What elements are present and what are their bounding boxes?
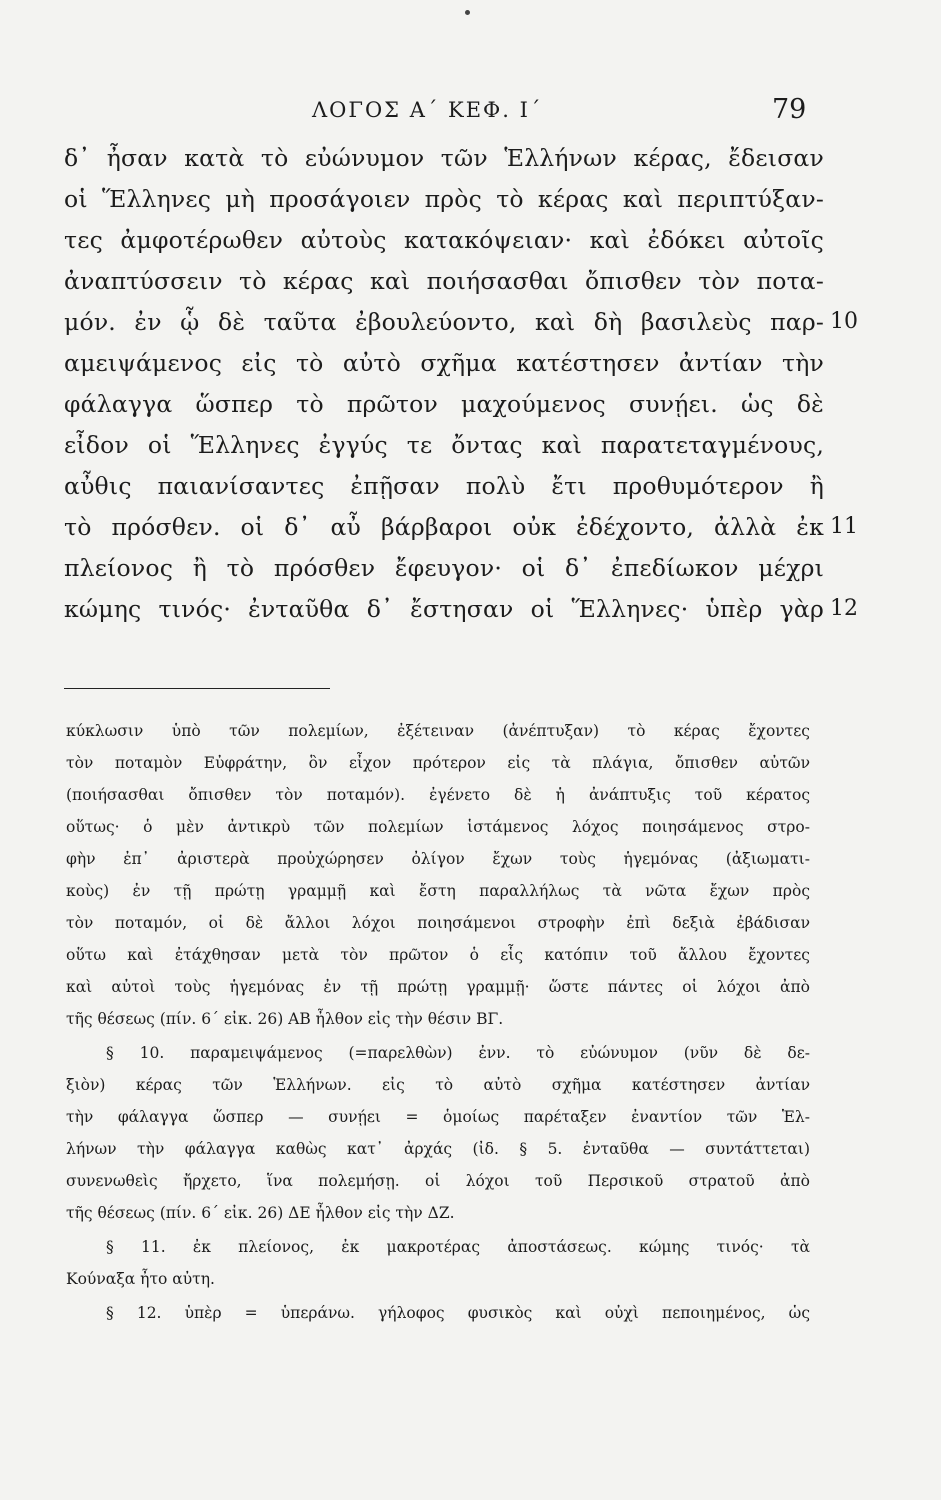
line-number: 10: [830, 309, 858, 334]
main-text-line: εἶδον οἱ Ἕλληνες ἐγγύς τε ὄντας καὶ παρατεταγμένους,: [64, 431, 824, 459]
note-line: καὶ αὐτοὶ τοὺς ἡγεμόνας ἐν τῇ πρώτῃ γραμμῇ· ὥστε πάντες οἱ λόχοι ἀπὸ: [66, 978, 810, 996]
note-line: τῆς θέσεως (πίν. 6΄ εἰκ. 26) ΑΒ ἦλθον εἰς τὴν θέσιν ΒΓ.: [66, 1010, 504, 1028]
note-line: τὴν φάλαγγα ὥσπερ — συνῄει = ὁμοίως παρέταξεν ἐναντίον τῶν Ἑλ-: [66, 1108, 810, 1126]
note-line: § 10. παραμειψάμενος (=παρελθὼν) ἐνν. τὸ εὐώνυμον (νῦν δὲ δε-: [106, 1044, 810, 1062]
line-number: 12: [830, 596, 858, 621]
main-text-line: πλείονος ἢ τὸ πρόσθεν ἔφευγον· οἱ δ᾽ ἐπεδίωκον μέχρι: [64, 554, 824, 582]
note-line: ξιὸν) κέρας τῶν Ἑλλήνων. εἰς τὸ αὐτὸ σχῆμα κατέστησεν ἀντίαν: [66, 1076, 810, 1094]
footnote-rule: [64, 688, 330, 689]
page-number: 79: [772, 94, 807, 125]
line-number: 11: [830, 514, 858, 539]
main-text-line: τὸ πρόσθεν. οἱ δ᾽ αὖ βάρβαροι οὐκ ἐδέχοντο, ἀλλὰ ἐκ: [64, 513, 824, 541]
note-line: συνενωθεὶς ἤρχετο, ἵνα πολεμήσῃ. οἱ λόχοι τοῦ Περσικοῦ στρατοῦ ἀπὸ: [66, 1172, 810, 1190]
note-line: § 11. ἐκ πλείονος, ἐκ μακροτέρας ἀποστάσεως. κώμης τινός· τὰ: [106, 1238, 810, 1256]
main-text-line: μόν. ἐν ᾧ δὲ ταῦτα ἐβουλεύοντο, καὶ δὴ βασιλεὺς παρ-: [64, 308, 824, 336]
note-line: § 12. ὑπὲρ = ὑπεράνω. γήλοφος φυσικὸς καὶ οὐχὶ πεποιημένος, ὡς: [106, 1304, 810, 1322]
note-line: τὸν ποταμόν, οἱ δὲ ἄλλοι λόχοι ποιησάμενοι στροφὴν ἐπὶ δεξιὰ ἐβάδισαν: [66, 914, 810, 932]
running-head: ΛΟΓΟΣ Α΄ ΚΕΦ. Ι΄: [312, 98, 543, 122]
note-line: οὕτω καὶ ἐτάχθησαν μετὰ τὸν πρῶτον ὁ εἷς κατόπιν τοῦ ἄλλου ἔχοντες: [66, 946, 810, 964]
main-text-line: τες ἀμφοτέρωθεν αὐτοὺς κατακόψειαν· καὶ ἐδόκει αὐτοῖς: [64, 226, 824, 254]
main-text-line: δ᾽ ἦσαν κατὰ τὸ εὐώνυμον τῶν Ἑλλήνων κέρας, ἔδεισαν: [64, 144, 824, 172]
note-line: Κούναξα ἦτο αὐτη.: [66, 1270, 215, 1288]
main-text-line: ἀναπτύσσειν τὸ κέρας καὶ ποιήσασθαι ὄπισθεν τὸν ποτα-: [64, 267, 824, 295]
note-line: τὸν ποταμὸν Εὐφράτην, ὃν εἶχον πρότερον εἰς τὰ πλάγια, ὄπισθεν αὐτῶν: [66, 754, 810, 772]
note-line: τῆς θέσεως (πίν. 6΄ εἰκ. 26) ΔΕ ἦλθον εἰς τὴν ΔΖ.: [66, 1204, 455, 1222]
main-text-line: κώμης τινός· ἐνταῦθα δ᾽ ἔστησαν οἱ Ἕλληνες· ὑπὲρ γὰρ: [64, 595, 824, 623]
note-line: λήνων τὴν φάλαγγα καθὼς κατ᾽ ἀρχάς (ἰδ. § 5. ἐνταῦθα — συντάττεται): [66, 1140, 810, 1158]
main-text-line: οἱ Ἕλληνες μὴ προσάγοιεν πρὸς τὸ κέρας καὶ περιπτύξαν-: [64, 185, 824, 213]
main-text-line: αμειψάμενος εἰς τὸ αὐτὸ σχῆμα κατέστησεν ἀντίαν τὴν: [64, 349, 824, 377]
note-line: (ποιήσασθαι ὄπισθεν τὸν ποταμόν). ἐγένετο δὲ ἡ ἀνάπτυξις τοῦ κέρατος: [66, 786, 810, 804]
note-line: κύκλωσιν ὑπὸ τῶν πολεμίων, ἐξέτειναν (ἀνέπτυξαν) τὸ κέρας ἔχοντες: [66, 722, 810, 740]
main-text-line: φάλαγγα ὥσπερ τὸ πρῶτον μαχούμενος συνῄει. ὡς δὲ: [64, 390, 824, 418]
note-line: οὕτως· ὁ μὲν ἀντικρὺ τῶν πολεμίων ἱστάμενος λόχος ποιησάμενος στρο-: [66, 818, 810, 836]
main-text-line: αὖθις παιανίσαντες ἐπῇσαν πολὺ ἔτι προθυμότερον ἢ: [64, 472, 824, 500]
note-line: φὴν ἐπ᾽ ἀριστερὰ προὐχώρησεν ὀλίγον ἔχων τοὺς ἡγεμόνας (ἀξιωματι-: [66, 850, 810, 868]
note-line: κοὺς) ἐν τῇ πρώτῃ γραμμῇ καὶ ἔστη παραλλήλως τὰ νῶτα ἔχων πρὸς: [66, 882, 810, 900]
ink-dot: [465, 10, 470, 15]
